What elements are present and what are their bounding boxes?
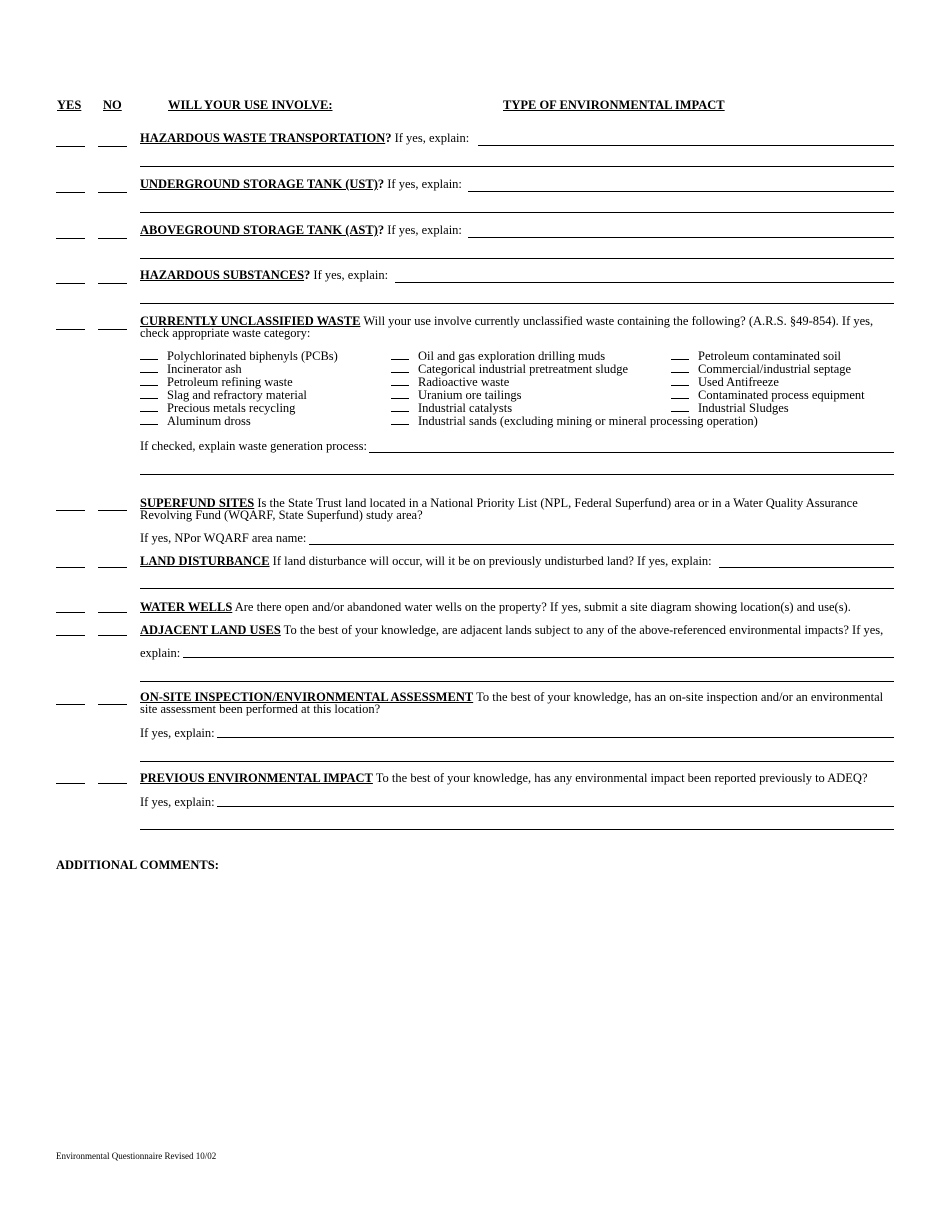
previous-impact-question: PREVIOUS ENVIRONMENTAL IMPACT To the best of your knowledge, has any environmental impact been reported previously to ADEQ?	[140, 771, 868, 785]
waste-category-checkbox[interactable]	[140, 415, 158, 425]
will-involve-header: WILL YOUR USE INVOLVE:	[168, 98, 333, 112]
waste-category-item	[140, 415, 338, 428]
waste-category-checkbox[interactable]	[140, 350, 158, 360]
waste-category-label: Used Antifreeze	[698, 375, 779, 389]
water-wells-no[interactable]	[98, 601, 127, 613]
hazardous-transport-question: HAZARDOUS WASTE TRANSPORTATION? If yes, explain:	[140, 131, 470, 145]
waste-category-label: Petroleum refining waste	[167, 375, 293, 389]
yes-column-header: YES	[57, 98, 82, 112]
ust-explain-line2[interactable]	[140, 212, 894, 213]
adjacent-explain-line2[interactable]	[140, 681, 894, 682]
unclassified-waste-question: CURRENTLY UNCLASSIFIED WASTE Will your use involve currently unclassified waste containing the following? (A.R.S. §49-854). If yes, check appropriate waste category:	[140, 314, 874, 340]
waste-category-label: Precious metals recycling	[167, 401, 296, 415]
waste-category-label: Polychlorinated biphenyls (PCBs)	[167, 349, 338, 363]
previous-explain-field[interactable]	[217, 795, 894, 807]
impact-type-header: TYPE OF ENVIRONMENTAL IMPACT	[503, 98, 725, 112]
waste-category-checkbox[interactable]	[391, 402, 409, 412]
waste-category-checkbox[interactable]	[140, 402, 158, 412]
hazardous-substances-question: HAZARDOUS SUBSTANCES? If yes, explain:	[140, 268, 389, 282]
unclassified-waste-no[interactable]	[98, 318, 127, 330]
adjacent-explain-label: explain:	[140, 646, 181, 660]
hazardous-transport-explain-line2[interactable]	[140, 166, 894, 167]
ast-no[interactable]	[98, 227, 127, 239]
waste-category-label: Radioactive waste	[418, 375, 510, 389]
onsite-inspection-yes[interactable]	[56, 693, 85, 705]
waste-category-label: Industrial Sludges	[698, 401, 789, 415]
water-wells-question: WATER WELLS Are there open and/or abandoned water wells on the property? If yes, submit a site diagram showing location(s) and use(s).	[140, 600, 851, 614]
waste-category-checkbox[interactable]	[391, 350, 409, 360]
superfund-no[interactable]	[98, 499, 127, 511]
land-disturbance-yes[interactable]	[56, 556, 85, 568]
hazardous-transport-explain-field[interactable]	[478, 134, 894, 146]
ast-explain-line2[interactable]	[140, 258, 894, 259]
waste-category-checkbox[interactable]	[671, 402, 689, 412]
waste-category-label: Contaminated process equipment	[698, 388, 865, 402]
ast-explain-field[interactable]	[468, 226, 894, 238]
waste-generation-label: If checked, explain waste generation process:	[140, 439, 367, 453]
adjacent-explain-field[interactable]	[183, 646, 894, 658]
waste-category-label: Aluminum dross	[167, 414, 251, 428]
onsite-explain-line2[interactable]	[140, 761, 894, 762]
waste-category-label: Petroleum contaminated soil	[698, 349, 842, 363]
waste-category-item	[671, 402, 865, 415]
waste-category-checkbox[interactable]	[391, 363, 409, 373]
hazardous-substances-yes[interactable]	[56, 272, 85, 284]
unclassified-waste-yes[interactable]	[56, 318, 85, 330]
footer-revision-note: Environmental Questionnaire Revised 10/02	[56, 1151, 217, 1161]
waste-category-label: Commercial/industrial septage	[698, 362, 852, 376]
ast-yes[interactable]	[56, 227, 85, 239]
superfund-yes[interactable]	[56, 499, 85, 511]
land-disturbance-no[interactable]	[98, 556, 127, 568]
ust-question: UNDERGROUND STORAGE TANK (UST)? If yes, explain:	[140, 177, 462, 191]
ust-explain-field[interactable]	[468, 180, 894, 192]
waste-category-label: Industrial sands (excluding mining or mineral processing operation)	[418, 414, 758, 428]
waste-category-checkbox[interactable]	[140, 389, 158, 399]
waste-category-item	[391, 415, 758, 428]
land-disturbance-explain-field[interactable]	[719, 556, 894, 568]
previous-impact-no[interactable]	[98, 772, 127, 784]
superfund-question: SUPERFUND SITES Is the State Trust land located in a National Priority List (NPL, Federal Superfund) area or in a Water Quality Assurance Revolving Fund (WQARF, State Superfund) study area?	[140, 496, 858, 522]
waste-column-1	[140, 350, 338, 428]
land-disturbance-explain-line2[interactable]	[140, 588, 894, 589]
onsite-inspection-question: ON-SITE INSPECTION/ENVIRONMENTAL ASSESSMENT To the best of your knowledge, has an on-site inspection and/or an environmental site assessment been performed at this location?	[140, 690, 884, 716]
ust-yes[interactable]	[56, 181, 85, 193]
waste-category-checkbox[interactable]	[671, 376, 689, 386]
additional-comments-heading: ADDITIONAL COMMENTS:	[56, 858, 219, 872]
hazardous-transport-no[interactable]	[98, 135, 127, 147]
waste-column-3	[671, 350, 865, 415]
waste-category-label: Industrial catalysts	[418, 401, 513, 415]
hazardous-substances-explain-line2[interactable]	[140, 303, 894, 304]
onsite-explain-field[interactable]	[217, 726, 894, 738]
waste-category-label: Categorical industrial pretreatment sludge	[418, 362, 628, 376]
water-wells-yes[interactable]	[56, 601, 85, 613]
waste-category-checkbox[interactable]	[671, 363, 689, 373]
waste-category-label: Oil and gas exploration drilling muds	[418, 349, 606, 363]
waste-generation-line2[interactable]	[140, 474, 894, 475]
superfund-area-field[interactable]	[309, 533, 894, 545]
waste-category-checkbox[interactable]	[391, 389, 409, 399]
adjacent-land-yes[interactable]	[56, 624, 85, 636]
onsite-explain-label: If yes, explain:	[140, 726, 215, 740]
waste-category-label: Incinerator ash	[167, 362, 242, 376]
ast-question: ABOVEGROUND STORAGE TANK (AST)? If yes, explain:	[140, 223, 462, 237]
superfund-area-label: If yes, NPor WQARF area name:	[140, 531, 307, 545]
land-disturbance-question: LAND DISTURBANCE If land disturbance will occur, will it be on previously undisturbed land? If yes, explain:	[140, 554, 712, 568]
hazardous-substances-no[interactable]	[98, 272, 127, 284]
waste-category-checkbox[interactable]	[140, 363, 158, 373]
adjacent-land-question: ADJACENT LAND USES To the best of your knowledge, are adjacent lands subject to any of the above-referenced environmental impacts? If yes,	[140, 623, 884, 637]
previous-explain-label: If yes, explain:	[140, 795, 215, 809]
previous-explain-line2[interactable]	[140, 829, 894, 830]
waste-category-checkbox[interactable]	[671, 350, 689, 360]
waste-category-checkbox[interactable]	[671, 389, 689, 399]
hazardous-substances-explain-field[interactable]	[395, 271, 894, 283]
waste-category-label: Slag and refractory material	[167, 388, 307, 402]
ust-no[interactable]	[98, 181, 127, 193]
hazardous-transport-yes[interactable]	[56, 135, 85, 147]
onsite-inspection-no[interactable]	[98, 693, 127, 705]
waste-category-checkbox[interactable]	[391, 376, 409, 386]
waste-generation-field[interactable]	[369, 441, 894, 453]
no-column-header: NO	[103, 98, 122, 112]
adjacent-land-no[interactable]	[98, 624, 127, 636]
previous-impact-yes[interactable]	[56, 772, 85, 784]
waste-category-label: Uranium ore tailings	[418, 388, 522, 402]
waste-category-checkbox[interactable]	[391, 415, 409, 425]
waste-category-checkbox[interactable]	[140, 376, 158, 386]
